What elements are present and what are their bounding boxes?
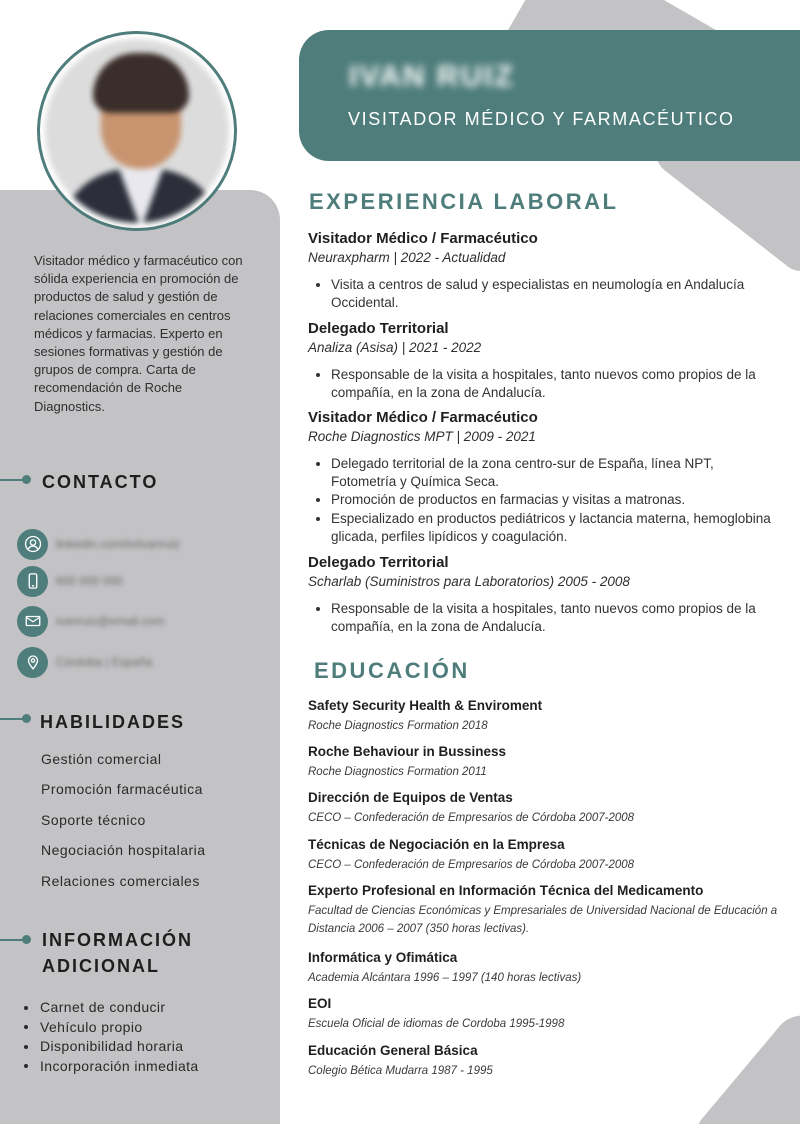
job-company: Neuraxpharm | 2022 - Actualidad xyxy=(308,250,506,265)
education-item-title: Educación General Básica xyxy=(308,1043,478,1058)
education-item-title: EOI xyxy=(308,996,332,1011)
user-icon xyxy=(17,529,48,560)
profile-photo xyxy=(45,39,229,223)
contact-location-text: Córdoba | España xyxy=(56,655,153,669)
job-bullet: Delegado territorial de la zona centro-sur de España, línea NPT, Fotometría y Química Seca. xyxy=(308,455,778,491)
section-marker-dot xyxy=(22,475,31,484)
job-role: Delegado Territorial xyxy=(308,320,449,337)
job-bullet: Responsable de la visita a hospitales, tanto nuevos como propios de la compañía, en la zona de Andalucía. xyxy=(308,600,778,636)
job-bullet: Responsable de la visita a hospitales, tanto nuevos como propios de la compañía, en la zona de Andalucía. xyxy=(308,366,778,402)
skill-item: Soporte técnico xyxy=(41,812,146,828)
additional-info-title-line2: ADICIONAL xyxy=(42,956,160,976)
education-entry xyxy=(308,1042,788,1080)
education-entry xyxy=(308,882,788,938)
job-bullet: Especializado en productos pediátricos y lactancia materna, hemoglobina glicada, perfiles lipídicos y coagulación. xyxy=(308,510,778,546)
contact-title: CONTACTO xyxy=(42,472,159,492)
education-item-detail: Academia Alcántara 1996 – 1997 (140 horas lectivas) xyxy=(308,972,582,984)
header-banner xyxy=(299,30,800,161)
profile-photo-frame xyxy=(37,31,237,231)
skill-item: Promoción farmacéutica xyxy=(41,781,203,797)
education-item-detail: Facultad de Ciencias Económicas y Empresariales de Universidad Nacional de Educación a Distancia 2006 – 2007 (350 horas lectivas). xyxy=(308,905,778,935)
job-entry xyxy=(308,229,778,312)
skill-item: Gestión comercial xyxy=(41,751,162,767)
candidate-job-title: VISITADOR MÉDICO Y FARMACÉUTICO xyxy=(348,109,735,129)
education-entry xyxy=(308,836,788,874)
list-item: Incorporación inmediata xyxy=(24,1057,199,1077)
education-item-detail: Escuela Oficial de idiomas de Cordoba 1995-1998 xyxy=(308,1018,565,1030)
location-icon xyxy=(17,647,48,678)
profile-summary: Visitador médico y farmacéutico con sólida experiencia en promoción de productos de salud y gestión de relaciones comerciales en centros médicos y farmacias. Experto en sesiones formativas y gestión de grupos de compra. Carta de recomendación de Roche Diagnostics. xyxy=(34,253,243,414)
education-title: EDUCACIÓN xyxy=(314,658,470,683)
education-item-title: Experto Profesional en Información Técnica del Medicamento xyxy=(308,883,704,898)
contact-phone[interactable] xyxy=(17,565,123,597)
job-entry xyxy=(308,408,778,546)
education-item-title: Safety Security Health & Enviroment xyxy=(308,698,543,713)
contact-phone-text: 600 000 000 xyxy=(56,574,123,588)
additional-info-title-line1: INFORMACIÓN xyxy=(42,930,193,950)
skills-title: HABILIDADES xyxy=(40,712,186,732)
education-item-detail: CECO – Confederación de Empresarios de Córdoba 2007-2008 xyxy=(308,859,635,871)
job-company: Scharlab (Suministros para Laboratorios) 2005 - 2008 xyxy=(308,574,630,589)
education-item-title: Técnicas de Negociación en la Empresa xyxy=(308,837,565,852)
section-marker-dot xyxy=(22,714,31,723)
contact-email-text: ivanruiz@email.com xyxy=(56,614,165,628)
education-item-title: Roche Behaviour in Bussiness xyxy=(308,744,507,759)
education-item-title: Informática y Ofimática xyxy=(308,950,458,965)
section-marker-dot xyxy=(22,935,31,944)
contact-linkedin[interactable] xyxy=(17,528,180,560)
job-entry xyxy=(308,553,778,636)
job-role: Visitador Médico / Farmacéutico xyxy=(308,409,538,426)
contact-location[interactable] xyxy=(17,646,153,678)
skill-item: Negociación hospitalaria xyxy=(41,842,206,858)
additional-info-list xyxy=(24,998,199,1076)
experience-title: EXPERIENCIA LABORAL xyxy=(309,189,619,214)
education-entry xyxy=(308,789,788,827)
job-company: Analiza (Asisa) | 2021 - 2022 xyxy=(308,340,482,355)
list-item: Carnet de conducir xyxy=(24,998,199,1018)
education-item-title: Dirección de Equipos de Ventas xyxy=(308,790,513,805)
education-item-detail: CECO – Confederación de Empresarios de Córdoba 2007-2008 xyxy=(308,812,635,824)
education-entry xyxy=(308,743,788,781)
phone-icon xyxy=(17,566,48,597)
contact-email[interactable] xyxy=(17,605,164,637)
contact-linkedin-text: linkedin.com/in/ivanruiz xyxy=(56,537,181,551)
candidate-name: IVAN RUIZ xyxy=(349,60,515,93)
list-item: Disponibilidad horaria xyxy=(24,1037,199,1057)
mail-icon xyxy=(17,606,48,637)
job-role: Visitador Médico / Farmacéutico xyxy=(308,230,538,247)
job-entry xyxy=(308,319,778,402)
education-item-detail: Roche Diagnostics Formation 2018 xyxy=(308,720,488,732)
job-bullet: Visita a centros de salud y especialistas en neumología en Andalucía Occidental. xyxy=(308,276,778,312)
education-item-detail: Colegio Bética Mudarra 1987 - 1995 xyxy=(308,1065,493,1077)
education-entry xyxy=(308,995,788,1033)
education-entry xyxy=(308,949,788,987)
education-entry xyxy=(308,697,788,735)
skill-item: Relaciones comerciales xyxy=(41,873,200,889)
list-item: Vehículo propio xyxy=(24,1018,199,1038)
education-item-detail: Roche Diagnostics Formation 2011 xyxy=(308,766,487,778)
job-company: Roche Diagnostics MPT | 2009 - 2021 xyxy=(308,429,536,444)
job-bullet: Promoción de productos en farmacias y visitas a matronas. xyxy=(308,491,778,509)
job-role: Delegado Territorial xyxy=(308,554,449,571)
